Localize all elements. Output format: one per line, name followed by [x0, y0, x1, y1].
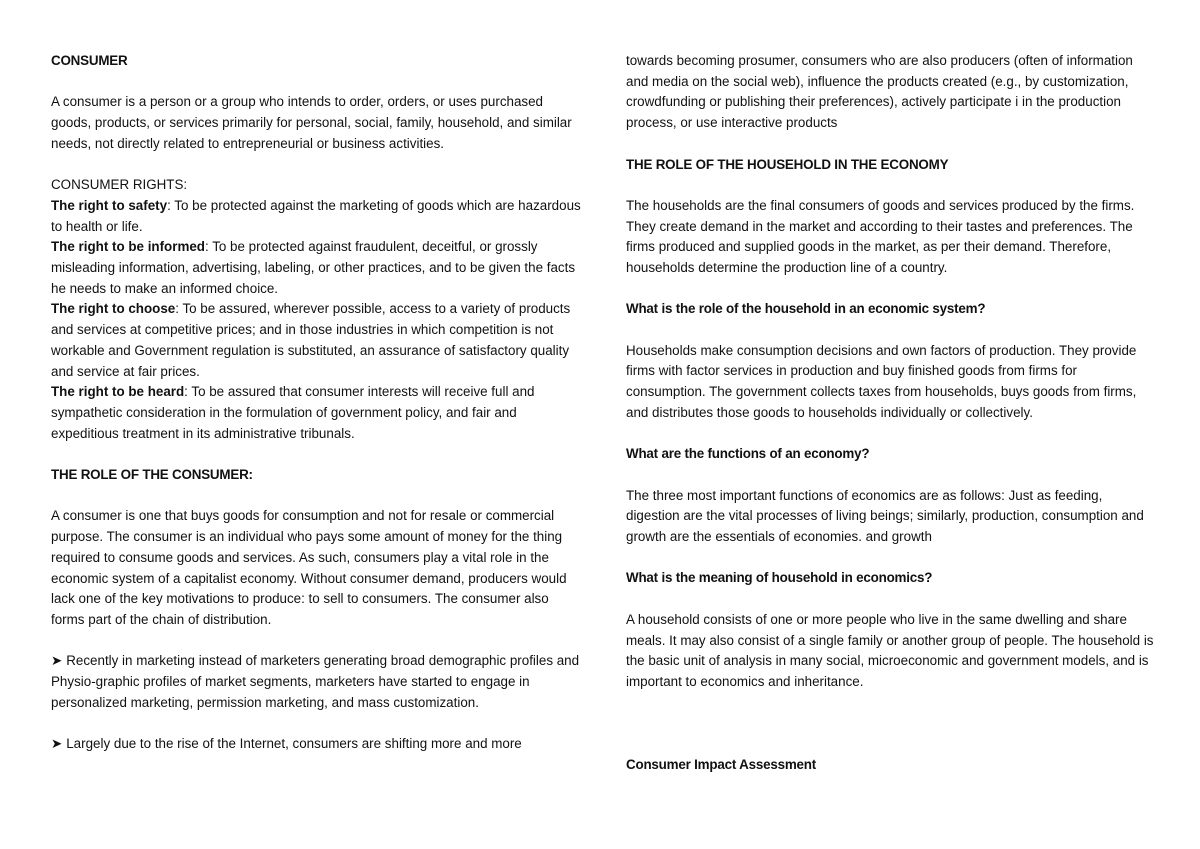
consumer-heading: CONSUMER: [51, 53, 128, 68]
right-heard: [51, 382, 581, 444]
question-3: What is the meaning of household in economics?: [626, 570, 933, 586]
household-heading: THE ROLE OF THE HOUSEHOLD IN THE ECONOMY: [626, 156, 949, 172]
arrow-bullet-icon: ➤: [51, 653, 63, 669]
role-consumer-heading: THE ROLE OF THE CONSUMER:: [51, 467, 253, 483]
answer-2: The three most important functions of economics are as follows: Just as feeding, digestion are the vital processes of living beings; similarly, production, consumption and growth are the essentials of economies. and growth: [626, 487, 1144, 545]
right-safety-label: The right to safety: [51, 197, 168, 213]
right-heard-text: : To be assured that consumer interests will receive full and sympathetic consideration in the formulation of government policy, and fair and expeditious treatment in its administrative tribunals.: [51, 384, 535, 441]
right-safety-text: : To be protected against the marketing of goods which are hazardous to health or life.: [51, 197, 581, 234]
answer-3: A household consists of one or more people who live in the same dwelling and share meals. It may also consist of a single family or another group of people. The household is the basic unit of analysis in many social, microeconomic and government models, and is important to economics and inheritance.: [626, 611, 1154, 689]
bullet-item-2-text: Largely due to the rise of the Internet, consumers are shifting more and more: [66, 736, 522, 752]
right-safety: [51, 196, 581, 237]
left-column: [51, 51, 581, 755]
bullet-item-2: [51, 734, 581, 755]
right-choose-text: : To be assured, wherever possible, access to a variety of products and services at competitive prices; and in those industries in which competition is not workable and Government regulation is substituted, an assurance of satisfactory quality and service at fair prices.: [51, 301, 571, 379]
role-consumer-text: A consumer is one that buys goods for consumption and not for resale or commercial purpose. The consumer is an individual who pays some amount of money for the thing required to consume goods and services. As such, consumers play a vital role in the economic system of a capitalist economy. Without consumer demand, producers would lack one of the key motivations to produce: to sell to consumers. The consumer also forms part of the chain of distribution.: [51, 508, 567, 627]
impact-heading: Consumer Impact Assessment: [626, 756, 817, 772]
bullet-item-1-text: Recently in marketing instead of marketers generating broad demographic profiles and Physio-graphic profiles of market segments, marketers have started to engage in personalized marketing, permission marketing, and mass customization.: [51, 653, 580, 710]
right-choose-label: The right to choose: [51, 301, 176, 317]
bullet-item-1: [51, 651, 581, 713]
right-choose: [51, 299, 581, 382]
arrow-bullet-icon: ➤: [51, 736, 63, 752]
consumer-definition: A consumer is a person or a group who intends to order, orders, or uses purchased goods, products, or services primarily for personal, social, family, household, and similar needs, not directly related to entrepreneurial or business activities.: [51, 94, 572, 151]
question-2: What are the functions of an economy?: [626, 446, 870, 462]
question-1: What is the role of the household in an economic system?: [626, 301, 986, 317]
right-heard-label: The right to be heard: [51, 384, 185, 400]
right-informed-text: : To be protected against fraudulent, deceitful, or grossly misleading information, advertising, labeling, or other practices, and to be given the facts he needs to make an informed choice.: [51, 239, 576, 296]
right-column: [626, 51, 1156, 775]
right-informed: [51, 237, 581, 299]
household-text: The households are the final consumers of goods and services produced by the firms. They create demand in the market and according to their tastes and preferences. The firms produced and supplied goods in the market, as per their demand. Therefore, households determine the production line of a country.: [626, 197, 1135, 275]
continuation-text: towards becoming prosumer, consumers who are also producers (often of information and media on the social web), influence the products created (e.g., by customization, crowdfunding or publishing their preferences), actively participate i in the production process, or use interactive products: [626, 53, 1133, 131]
rights-heading: CONSUMER RIGHTS:: [51, 177, 188, 193]
answer-1: Households make consumption decisions and own factors of production. They provide firms with factor services in production and buy finished goods from firms for consumption. The government collects taxes from households, buys goods from firms, and distributes those goods to households individually or collectively.: [626, 342, 1137, 420]
right-informed-label: The right to be informed: [51, 239, 205, 255]
